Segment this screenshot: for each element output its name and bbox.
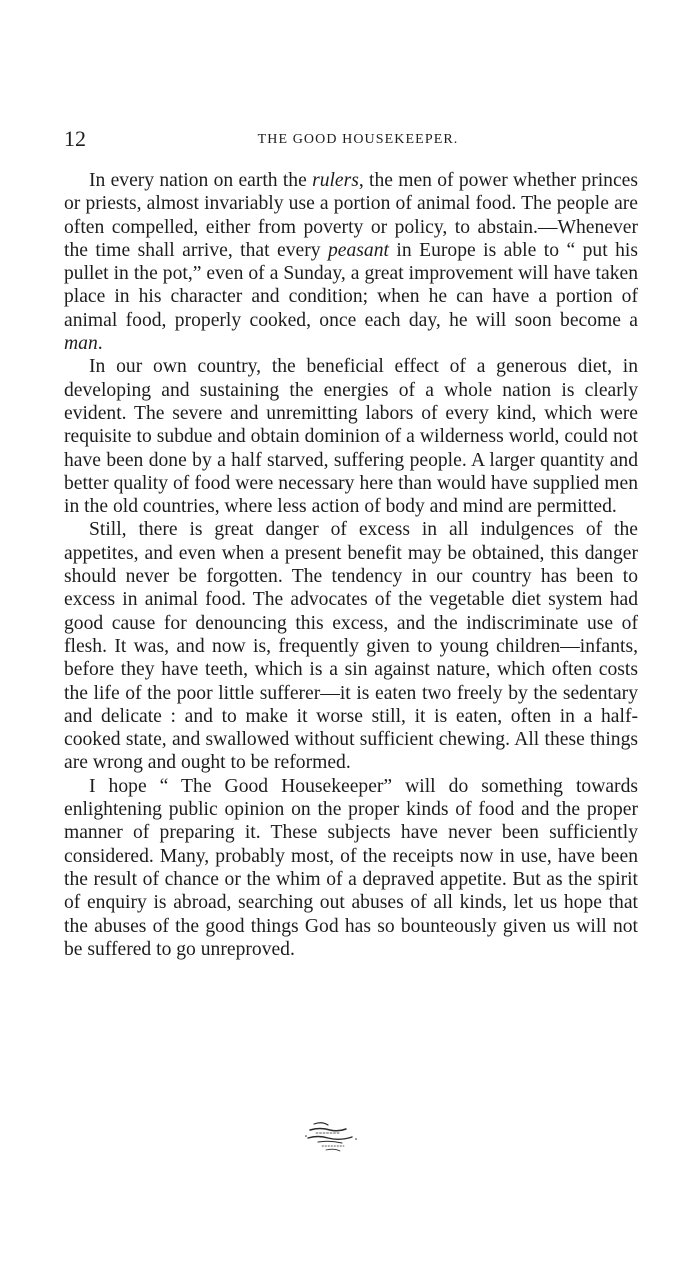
tailpiece-flourish-icon bbox=[296, 1118, 366, 1158]
paragraph bbox=[64, 775, 638, 961]
paragraph bbox=[64, 355, 638, 518]
text-run: I hope “ The Good Housekeeper” will do something towards enlightening public opinion on the proper kinds of food and the proper manner of preparing it. These subjects have never been sufficiently considered. Many, probably most, of the receipts now in use, have been the result of chance or the whim of a depraved appetite. But as the spirit of enquiry is abroad, searching out abuses of all kinds, let us hope that the abuses of the good things God has so bounteously given us will not be suffered to go unreproved. bbox=[64, 775, 638, 960]
text-run: Still, there is great danger of excess in all indulgences of the appetites, and even when a present benefit may be obtained, this danger should never be forgotten. The tendency in our country has been to excess in animal food. The advocates of the vegetable diet system had good cause for denouncing this excess, and the indiscriminate use of flesh. It was, and now is, frequently given to young children—infants, before they have teeth, which is a sin against nature, which often costs the life of the poor little sufferer—it is eaten two freely by the sedentary and delicate : and to make it worse still, it is eaten, often in a half-cooked state, and swallowed without sufficient chewing. All these things are wrong and ought to be reformed. bbox=[64, 519, 638, 774]
italic-run: rulers bbox=[312, 170, 359, 191]
text-run: In our own country, the beneficial effect of a generous diet, in developing and sustaining the energies of a whole nation is clearly evident. The severe and unremitting labors of every kind, which were requisite to subdue and obtain dominion of a wilderness world, could not have been done by a half starved, suffering people. A larger quantity and better quality of food were necessary here than would have supplied men in the old countries, where less action of body and mind are permitted. bbox=[64, 356, 638, 518]
running-title: THE GOOD HOUSEKEEPER. bbox=[257, 132, 459, 147]
italic-run: man bbox=[64, 333, 98, 355]
text-body bbox=[64, 169, 638, 961]
book-page bbox=[64, 0, 638, 1267]
running-head bbox=[64, 124, 638, 154]
paragraph bbox=[64, 518, 638, 774]
text-run: . bbox=[97, 333, 103, 355]
page-number: 12 bbox=[64, 126, 86, 151]
text-run: In every nation on earth the bbox=[89, 170, 313, 191]
text-run: , the men of power whether princes or priests, almost invariably use a portion of animal food. The people are often compelled, either from poverty or policy, to abstain.—Whenever the time shall arrive, that every bbox=[64, 170, 638, 261]
text-run: in Europe is able to “ put his pullet in the pot,” even of a Sunday, a great improvement will have taken place in his character and condition; when he can have a portion of animal food, properly cooked, once each day, he will soon become a bbox=[64, 239, 638, 331]
paragraph bbox=[64, 169, 638, 355]
italic-run: peasant bbox=[328, 239, 389, 261]
